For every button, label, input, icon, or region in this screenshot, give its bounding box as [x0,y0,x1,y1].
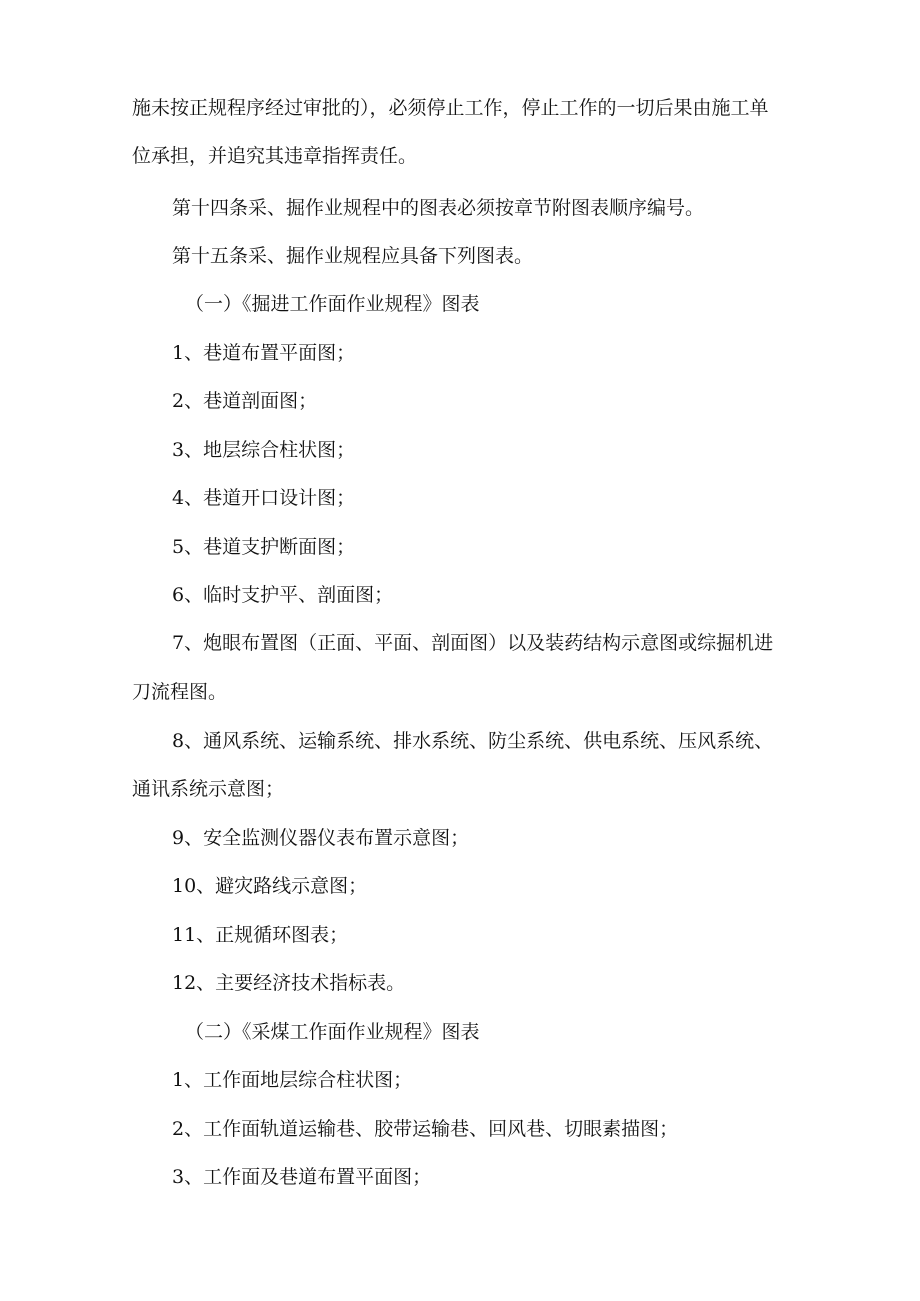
list-item: 5、巷道支护断面图； [172,536,356,558]
list-item: 2、巷道剖面图； [172,390,318,412]
list-item: 10、避灾路线示意图； [172,875,368,897]
section-heading-mining: （二）《采煤工作面作业规程》图表 [185,1021,480,1043]
paragraph-line: 施未按正规程序经过审批的），必须停止工作，停止工作的一切后果由施工单 [132,97,769,119]
list-item: 8、通风系统、运输系统、排水系统、防尘系统、供电系统、压风系统、 [172,730,774,752]
list-item-continuation: 刀流程图。 [132,681,228,703]
list-item: 2、工作面轨道运输巷、胶带运输巷、回风巷、切眼素描图； [172,1118,679,1140]
list-item-continuation: 通讯系统示意图； [132,778,285,800]
section-heading-excavation: （一）《掘进工作面作业规程》图表 [185,293,480,315]
list-item: 7、炮眼布置图（正面、平面、剖面图）以及装药结构示意图或综掘机进 [172,632,774,654]
list-item: 9、安全监测仪器仪表布置示意图； [172,827,470,849]
list-item: 3、地层综合柱状图； [172,439,356,461]
list-item: 4、巷道开口设计图； [172,487,356,509]
list-item: 11、正规循环图表； [172,924,349,946]
list-item: 3、工作面及巷道布置平面图； [172,1166,432,1188]
article-14: 第十四条采、掘作业规程中的图表必须按章节附图表顺序编号。 [172,197,705,219]
list-item: 12、主要经济技术指标表。 [172,972,406,994]
list-item: 1、工作面地层综合柱状图； [172,1069,413,1091]
article-15: 第十五条采、掘作业规程应具备下列图表。 [172,245,534,267]
list-item: 6、临时支护平、剖面图； [172,584,394,606]
paragraph-line: 位承担，并追究其违章指挥责任。 [132,145,418,167]
list-item: 1、巷道布置平面图； [172,342,356,364]
